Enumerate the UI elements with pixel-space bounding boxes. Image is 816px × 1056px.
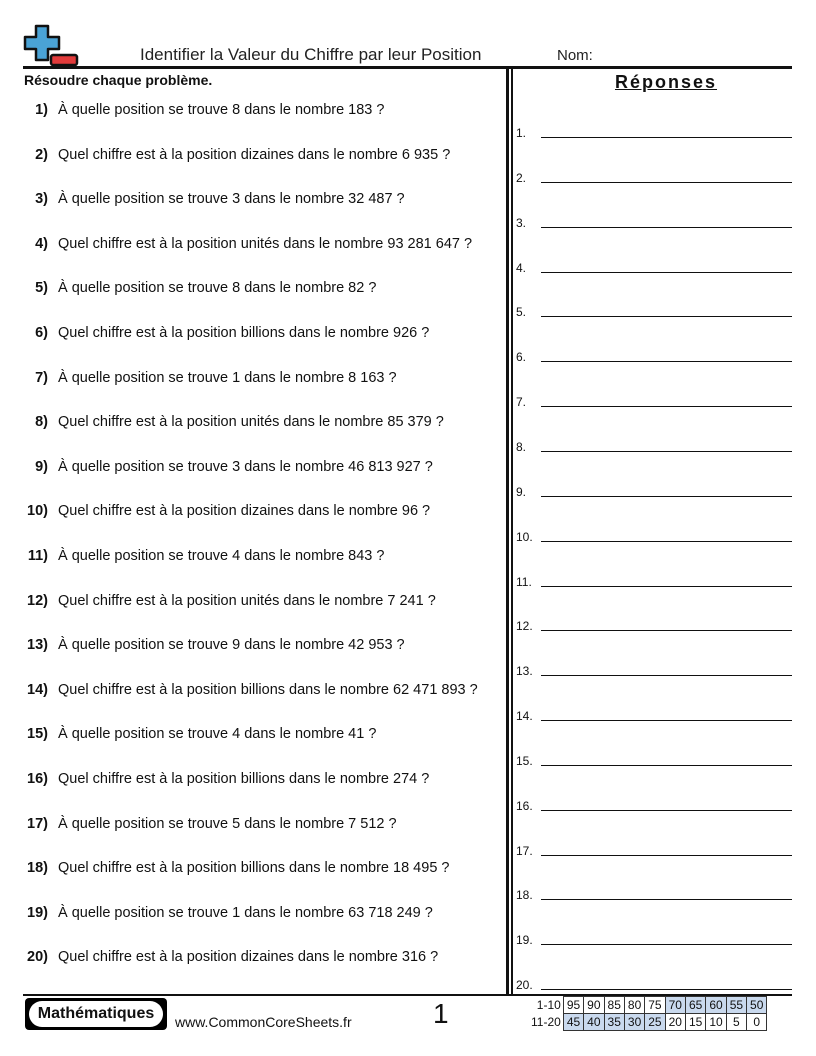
question-number: 18) (27, 860, 48, 877)
answer-number: 15. (516, 753, 533, 768)
answer-number: 2. (516, 170, 527, 185)
answer-number: 6. (516, 350, 527, 365)
answer-line[interactable] (516, 210, 792, 230)
question-text: Quel chiffre est à la position billions dans le nombre 62 471 893 ? (58, 681, 478, 698)
answer-number: 5. (516, 305, 527, 320)
answer-line[interactable] (516, 703, 792, 723)
answer-line[interactable] (516, 255, 792, 275)
score-cell: 10 (706, 1014, 726, 1031)
answer-line[interactable] (516, 524, 792, 544)
header-rule (23, 66, 792, 69)
question-number: 7) (35, 369, 48, 386)
answer-line[interactable] (516, 927, 792, 947)
question-number: 6) (35, 325, 48, 341)
question-number: 20) (27, 949, 48, 966)
answer-number: 12. (516, 619, 533, 634)
question-text: Quel chiffre est à la position dizaines dans le nombre 6 935 ? (58, 146, 451, 163)
answer-blank[interactable] (541, 765, 792, 766)
answer-line[interactable] (516, 120, 792, 140)
column-divider-inner (511, 66, 513, 994)
question-number: 5) (35, 280, 48, 297)
question-text: Quel chiffre est à la position unités dans le nombre 93 281 647 ? (58, 235, 473, 252)
question-number: 19) (27, 904, 48, 921)
answer-number: 11. (516, 574, 532, 589)
answer-number: 8. (516, 439, 527, 454)
answer-number: 14. (516, 709, 533, 724)
score-cell: 90 (584, 997, 604, 1014)
question-text: Quel chiffre est à la position billions dans le nombre 18 495 ? (58, 860, 450, 877)
answer-blank[interactable] (541, 316, 792, 317)
question-text: Quel chiffre est à la position unités dans le nombre 85 379 ? (58, 414, 444, 431)
question-number: 8) (35, 414, 48, 431)
page-title: Identifier la Valeur du Chiffre par leur Position (140, 45, 482, 64)
answers-title: Réponses (614, 72, 718, 92)
question-number: 15) (27, 726, 48, 743)
answer-blank[interactable] (541, 361, 792, 362)
question-text: À quelle position se trouve 1 dans le nombre 63 718 249 ? (58, 904, 433, 921)
question-number: 12) (27, 592, 48, 609)
score-row-label: 11-20 (531, 1015, 561, 1029)
answer-number: 20. (516, 978, 533, 993)
score-cell: 20 (665, 1014, 685, 1031)
answer-line[interactable] (516, 793, 792, 813)
answer-blank[interactable] (541, 810, 792, 811)
answer-number: 13. (516, 664, 533, 679)
answer-blank[interactable] (541, 541, 792, 542)
question-number: 13) (27, 637, 48, 654)
answer-line[interactable] (516, 613, 792, 633)
site-url: www.CommonCoreSheets.fr (175, 1014, 352, 1030)
score-cell: 40 (584, 1014, 604, 1031)
score-row (528, 997, 767, 1014)
answer-number: 19. (516, 933, 533, 948)
answer-line[interactable] (516, 434, 792, 454)
answer-line[interactable] (516, 658, 792, 678)
answer-number: 3. (516, 215, 527, 230)
subject-badge (25, 998, 167, 1030)
answer-number: 4. (516, 260, 527, 275)
answer-blank[interactable] (541, 899, 792, 900)
answer-number: 17. (516, 843, 533, 858)
answer-line[interactable] (516, 838, 792, 858)
column-divider (506, 66, 509, 994)
score-cell: 25 (645, 1014, 665, 1031)
question-text: À quelle position se trouve 3 dans le nombre 32 487 ? (58, 191, 405, 208)
answer-number: 7. (516, 395, 527, 410)
answer-blank[interactable] (541, 182, 792, 183)
score-cell: 75 (645, 997, 665, 1014)
answer-line[interactable] (516, 344, 792, 364)
answer-number: 16. (516, 798, 533, 813)
answer-blank[interactable] (541, 989, 792, 990)
question-text: Quel chiffre est à la position unités dans le nombre 7 241 ? (58, 592, 436, 609)
score-cell: 55 (726, 997, 746, 1014)
score-cell: 30 (624, 1014, 644, 1031)
question-number: 1) (35, 102, 48, 118)
answer-blank[interactable] (541, 586, 792, 587)
answer-number: 1. (516, 126, 527, 140)
score-cell: 35 (604, 1014, 624, 1031)
question-text: Quel chiffre est à la position dizaines dans le nombre 96 ? (58, 503, 431, 520)
score-cell: 70 (665, 997, 685, 1014)
question-number: 16) (27, 771, 48, 787)
answer-blank[interactable] (541, 855, 792, 856)
page-number: 1 (433, 998, 449, 1029)
score-cell: 85 (604, 997, 624, 1014)
score-cell: 60 (706, 997, 726, 1014)
question-number: 9) (35, 458, 48, 475)
score-cell: 0 (747, 1014, 767, 1031)
name-label: Nom: (557, 47, 593, 64)
question-text: Quel chiffre est à la position dizaines dans le nombre 316 ? (58, 949, 439, 966)
answer-number: 18. (516, 888, 533, 903)
score-cell: 15 (685, 1014, 705, 1031)
question-number: 3) (35, 191, 48, 208)
answer-blank[interactable] (541, 675, 792, 676)
answer-blank[interactable] (541, 630, 792, 631)
answer-blank[interactable] (541, 272, 792, 273)
score-row (528, 1014, 767, 1031)
answer-blank[interactable] (541, 137, 792, 138)
question-number: 4) (35, 235, 48, 252)
score-cell: 50 (747, 997, 767, 1014)
answer-line[interactable] (516, 748, 792, 768)
question-text: Quel chiffre est à la position billions dans le nombre 926 ? (58, 325, 430, 341)
question-number: 2) (35, 146, 48, 163)
question-text: À quelle position se trouve 4 dans le nombre 41 ? (58, 726, 377, 743)
answer-line[interactable] (516, 165, 792, 185)
answer-line[interactable] (516, 882, 792, 902)
answer-line[interactable] (516, 972, 792, 992)
question-text: À quelle position se trouve 9 dans le nombre 42 953 ? (58, 637, 405, 654)
question-text: À quelle position se trouve 8 dans le nombre 82 ? (58, 280, 377, 297)
answer-blank[interactable] (541, 720, 792, 721)
question-text: À quelle position se trouve 8 dans le nombre 183 ? (58, 102, 385, 118)
answer-blank[interactable] (541, 944, 792, 945)
question-number: 14) (27, 681, 48, 698)
question-number: 17) (27, 815, 48, 832)
score-table (528, 996, 767, 1031)
question-number: 10) (27, 503, 48, 520)
answer-line[interactable] (516, 389, 792, 409)
score-cell: 95 (563, 997, 583, 1014)
answer-blank[interactable] (541, 227, 792, 228)
score-cell: 80 (624, 997, 644, 1014)
score-cell: 5 (726, 1014, 746, 1031)
score-cell: 65 (685, 997, 705, 1014)
question-text: À quelle position se trouve 4 dans le nombre 843 ? (58, 548, 385, 564)
question-text: À quelle position se trouve 3 dans le nombre 46 813 927 ? (58, 458, 433, 475)
plus-minus-logo-icon (23, 24, 79, 68)
answer-number: 10. (516, 529, 533, 544)
question-text: À quelle position se trouve 5 dans le nombre 7 512 ? (58, 815, 397, 832)
score-cell: 45 (563, 1014, 583, 1031)
answer-blank[interactable] (541, 496, 792, 497)
instructions: Résoudre chaque problème. (24, 72, 213, 88)
answer-line[interactable] (516, 479, 792, 499)
answer-line[interactable] (516, 299, 792, 319)
question-text: À quelle position se trouve 1 dans le nombre 8 163 ? (58, 369, 397, 386)
score-row-label: 1-10 (536, 998, 561, 1012)
question-text: Quel chiffre est à la position billions dans le nombre 274 ? (58, 771, 430, 787)
answer-number: 9. (516, 484, 527, 499)
answer-line[interactable] (516, 569, 792, 589)
question-number: 11) (27, 548, 48, 564)
answer-blank[interactable] (541, 406, 792, 407)
subject-label: Mathématiques (29, 1001, 163, 1027)
answer-blank[interactable] (541, 451, 792, 452)
